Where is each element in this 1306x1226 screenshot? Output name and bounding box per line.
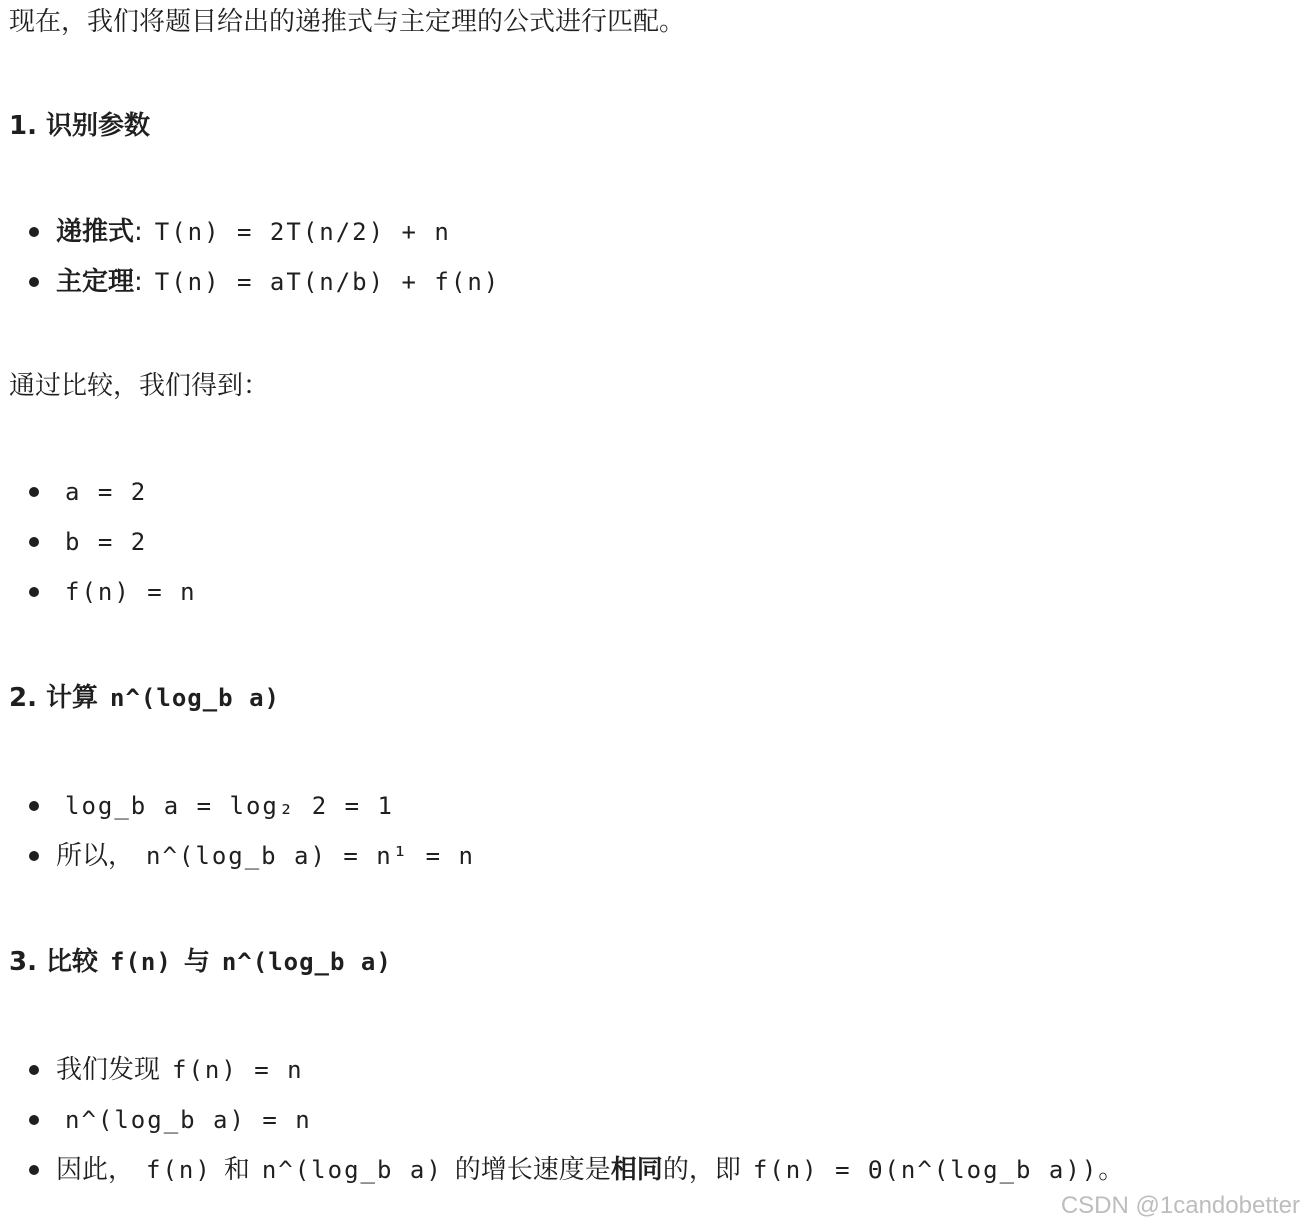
same-emphasis: 相同 bbox=[610, 1155, 663, 1185]
bullet bbox=[29, 801, 39, 811]
recurrence-label: 递推式 bbox=[56, 217, 135, 247]
list-item-master-theorem: 主定理: T(n) = aT(n/b) + f(n) bbox=[9, 262, 500, 302]
param-b: b = 2 bbox=[9, 522, 147, 562]
bullet bbox=[29, 487, 39, 497]
section-3-heading: 3. 比较 f(n) 与 n^(log_b a) bbox=[9, 947, 392, 977]
master-theorem-label: 主定理 bbox=[56, 267, 135, 297]
section-1-heading: 1. 识别参数 bbox=[9, 111, 151, 141]
list-item-therefore: 因此， f(n) 和 n^(log_b a) 的增长速度是相同的，即 f(n) = Θ(n^(log_b a))。 bbox=[9, 1150, 1124, 1190]
watermark: CSDN @1candobetter bbox=[1060, 1192, 1300, 1219]
bullet bbox=[29, 227, 39, 237]
param-f: f(n) = n bbox=[9, 572, 197, 612]
bullet bbox=[29, 851, 39, 861]
bullet bbox=[29, 1065, 39, 1075]
list-item-so: 所以， n^(log_b a) = n¹ = n bbox=[9, 836, 475, 876]
bullet bbox=[29, 1165, 39, 1175]
bullet bbox=[29, 587, 39, 597]
list-item-recurrence: 递推式: T(n) = 2T(n/2) + n bbox=[9, 212, 451, 252]
intro-paragraph: 现在，我们将题目给出的递推式与主定理的公式进行匹配。 bbox=[9, 7, 686, 37]
bullet bbox=[29, 1115, 39, 1125]
param-a: a = 2 bbox=[9, 472, 147, 512]
bullet bbox=[29, 537, 39, 547]
master-theorem-code: T(n) = aT(n/b) + f(n) bbox=[154, 268, 501, 296]
section-2-heading: 2. 计算 n^(log_b a) bbox=[9, 683, 280, 713]
recurrence-code: T(n) = 2T(n/2) + n bbox=[154, 218, 451, 246]
list-item-log: log_b a = log₂ 2 = 1 bbox=[9, 786, 394, 826]
compare-paragraph: 通过比较，我们得到： bbox=[9, 371, 270, 401]
list-item-found: 我们发现 f(n) = n bbox=[9, 1050, 304, 1090]
list-item-nlog: n^(log_b a) = n bbox=[9, 1100, 312, 1140]
bullet bbox=[29, 277, 39, 287]
